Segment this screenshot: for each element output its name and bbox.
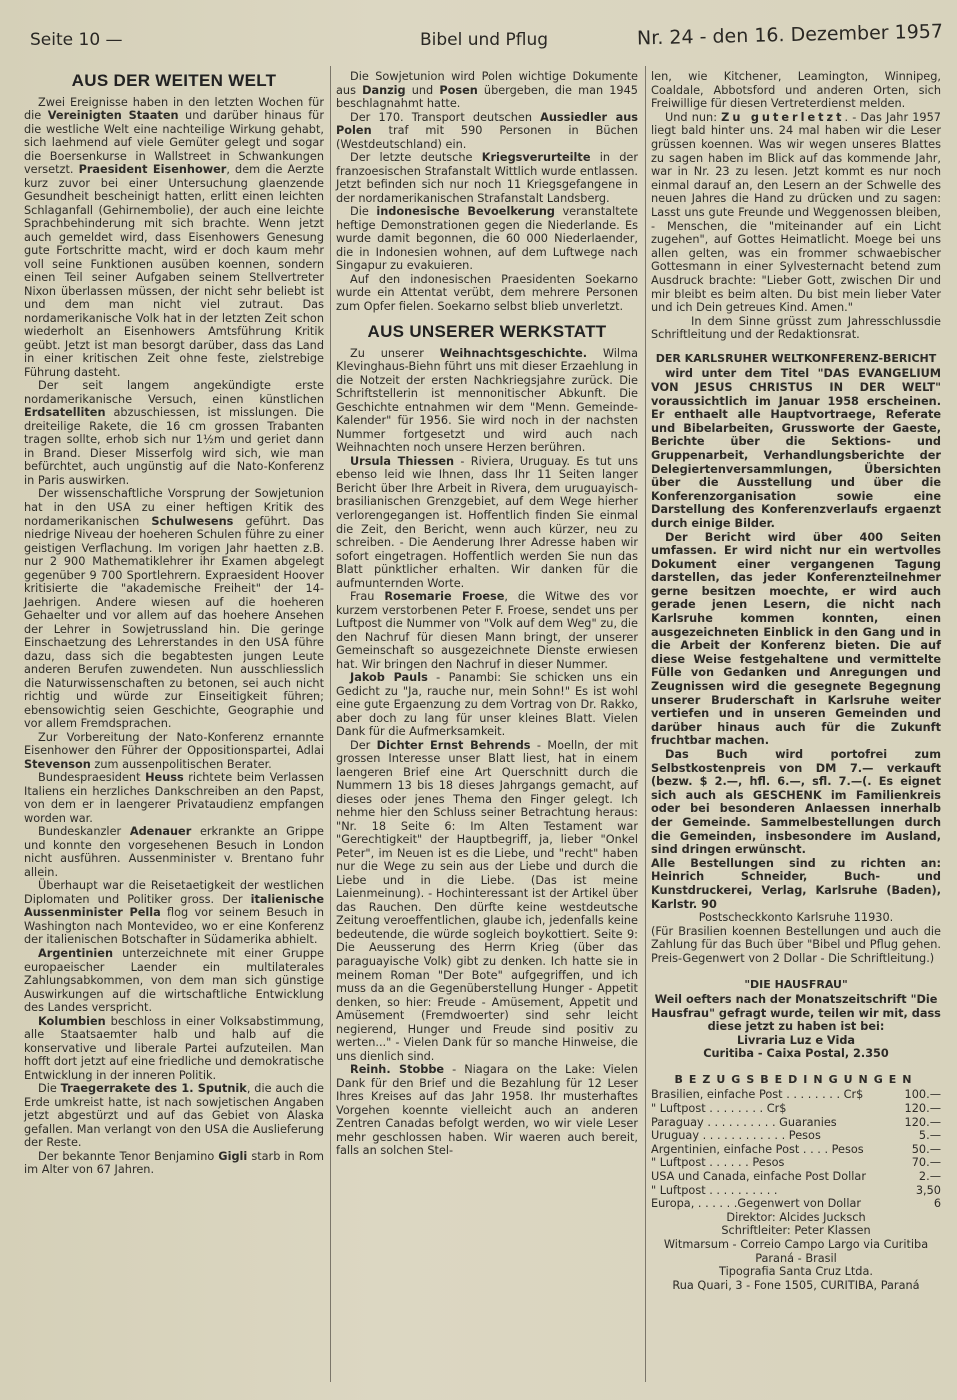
- rate-row: [651, 1197, 941, 1211]
- article-paragraph: [336, 151, 638, 205]
- bold-keyword: Vereinigten Staaten: [47, 109, 179, 123]
- article-paragraph: [24, 487, 324, 730]
- bold-keyword: Stevenson: [24, 757, 91, 771]
- rate-value: 120.—: [904, 1115, 941, 1129]
- bold-keyword: Ursula Thiessen: [350, 454, 455, 468]
- rate-value: 5.—: [918, 1129, 941, 1143]
- bold-keyword: Gigli: [218, 1149, 248, 1163]
- article-paragraph: [24, 771, 324, 825]
- rate-row: [651, 1116, 941, 1130]
- text-run: Die: [38, 1082, 61, 1096]
- bold-keyword: italienische Aussenminister Pella: [24, 892, 324, 920]
- bookstore-address: Curitiba - Caixa Postal, 2.350: [703, 1047, 889, 1061]
- imprint-line: Witmarsum - Correio Campo Largo via Curitiba: [663, 1238, 929, 1251]
- rate-label: " Luftpost . . . . . . . . Cr$: [651, 1102, 787, 1116]
- article-paragraph: [336, 739, 638, 1063]
- bookstore-name: Livraria Luz e Vida: [736, 1033, 856, 1047]
- article-paragraph: [336, 111, 638, 152]
- column-1: [24, 62, 324, 1177]
- bold-keyword: Praesident Eisenhower: [78, 163, 227, 177]
- column-divider-2: [645, 66, 646, 1382]
- text-run: traf mit 590 Personen in Büchen (Westdeutschland) ein.: [336, 124, 638, 151]
- rate-row: [651, 1184, 941, 1198]
- rate-value: 70.—: [911, 1156, 941, 1170]
- bold-keyword: Adenauer: [129, 825, 192, 839]
- page-header: [0, 20, 957, 60]
- closing-greeting: In dem Sinne grüsst zum Jahresschlussdie Schriftleitung und der Redaktionsrat.: [651, 314, 941, 342]
- bold-keyword: Argentinien: [38, 947, 113, 960]
- bold-keyword: Traegerrakete des 1. Sputnik: [60, 1082, 247, 1096]
- article-paragraph: [336, 205, 638, 273]
- karlsruhe-paragraph: wird unter dem Titel "DAS EVANGELIUM VON JESUS CHRISTUS IN DER WELT" voraussichtlich im Januar 1958 erscheinen. Er enthaelt alle Hauptvortraege, Referate und Bibelarbeiten, Grussworte der Gaeste, Berichte über die Sektions- und Gruppenarbeit, Verhandlungsberichte der Delegiertenversammlungen, Übersichten über die Ausstellung und über die Konferenzorganisation sowie eine Darstellung des Konferenzverlaufs ergaenzt durch einige Bilder.: [651, 367, 941, 530]
- hausfrau-text: Weil oefters nach der Monatszeitschrift "Die Hausfrau" gefragt wurde, teilen wir mit, dass diese jetzt zu haben ist bei:: [651, 993, 941, 1034]
- article-paragraph: [24, 825, 324, 879]
- newspaper-title: Bibel und Pflug: [420, 30, 549, 50]
- rate-row: [651, 1129, 941, 1143]
- article-paragraph: [336, 590, 638, 671]
- rate-label: USA und Canada, einfache Post Dollar: [651, 1170, 866, 1184]
- bold-keyword: Kolumbien: [38, 1014, 106, 1028]
- bold-keyword: Schulwesens: [151, 514, 234, 528]
- page-number: Seite 10 —: [30, 30, 123, 50]
- text-run: Der seit langem angekündigte erste nordamerikanische Versuch, einen künstlichen: [24, 379, 324, 406]
- article-paragraph: [336, 1063, 638, 1158]
- section-heading-weite-welt: AUS DER WEITEN WELT: [71, 71, 277, 90]
- text-run: , dem die Aerzte kurz zuvor bei einer Untersuchung glaenzende Gesundheit bescheinigt hatten, erlitt einen leichten Schlaganfall (Gehirnembolie), der auch eine leichte Sprachbehinderung mit sich brachte. Wenn jetzt auch gemeldet wird, dass Eisenhowers Genesung gute Fortschritte macht, wird er doch kaum mehr voll seine Funktionen ausüben koennen, sondern einen Teil seiner Aufgaben seinem Stellvertreter Nixon überlassen müssen, der nicht sehr beliebt ist und dem man nicht viel zutraut. Das nordamerikanische Volk hat in der letzten Zeit schon wiederholt an Eisenhowers Amtsführung Kritik geübt. Jetzt ist man besorgt darüber, dass das Land in einer kritischen Zeit ohne feste, zielstrebige Führung dasteht.: [24, 163, 324, 379]
- text-run: in der franzoesischen Strafanstalt Wittlich wurde entlassen. Jetzt befinden sich nur noch 11 Kriegsgefangene in der nordamerikanischen Strafanstalt Landsberg.: [336, 151, 639, 205]
- rate-row: [651, 1143, 941, 1157]
- brazil-note: (Für Brasilien koennen Bestellungen und auch die Zahlung für das Buch über "Bibel und Pflug gehen. Preis-Gegenwert von 2 Dollar - Die Schriftleitung.): [651, 924, 941, 965]
- karlsruhe-address: Alle Bestellungen sind zu richten an: Heinrich Schneider, Buch- und Kunstdruckerei, Verlag, Karlsruhe (Baden), Karlstr. 90: [651, 856, 941, 911]
- imprint-line: Tipografia Santa Cruz Ltda.: [719, 1265, 873, 1279]
- rate-row: [651, 1088, 941, 1102]
- rate-label: " Luftpost . . . . . . . . . .: [651, 1183, 778, 1197]
- text-run: Der: [350, 738, 377, 752]
- hausfrau-heading: "DIE HAUSFRAU": [744, 977, 848, 991]
- imprint-line: Direktor: Alcides Jucksch: [726, 1210, 866, 1224]
- bold-keyword: Aussiedler aus Polen: [336, 110, 638, 138]
- section-heading-werkstatt: AUS UNSERER WERKSTATT: [367, 322, 607, 342]
- rate-value: 6: [933, 1197, 941, 1211]
- rate-value: 3,50: [915, 1183, 941, 1197]
- bold-keyword: Posen: [439, 83, 478, 97]
- text-run: Wilma Klevinghaus-Biehn führt uns mit dieser Erzaehlung in die Notzeit der ersten Nachkriegsjahre zurück. Die Schriftstellerin ist mennonitischer Abkunft. Die Geschichte entnahmen wir dem "Menn. Gemeinde-Kalender" für 1956. Sie wird noch in der nachsten Nummer fortgesetzt und wird auch nach Weihnachten noch unsere Herzen berühren.: [336, 346, 638, 455]
- rate-label: " Luftpost . . . . . . Pesos: [651, 1156, 785, 1170]
- article-paragraph: [336, 70, 638, 111]
- article-paragraph: [24, 96, 324, 380]
- text-run: Die Sowjetunion wird Polen wichtige Dokumente aus: [336, 70, 638, 97]
- article-paragraph: [336, 347, 638, 455]
- text-run: übergeben, die man 1945 beschlagnahmt hatte.: [336, 83, 638, 111]
- text-run: und: [405, 83, 440, 97]
- postal-account: Postscheckkonto Karlsruhe 11930.: [698, 911, 894, 925]
- article-paragraph: [24, 1150, 324, 1177]
- text-run: flog vor seinem Besuch in Washington nach Montevideo, wo er eine Konferenz der italienischen Botschafter in Südamerika abhielt.: [24, 906, 324, 947]
- karlsruhe-paragraph: Der Bericht wird über 400 Seiten umfassen. Er wird nicht nur ein wertvolles Dokument einer vergangenen Tagung darstellen, das jeder Konferenzteilnehmer gerne besitzen moechte, er wird auch gerade jenen Lesern, die nicht nach Karlsruhe kommen konnten, einen ausgezeichneten Einblick in den Gang und in die Arbeit der Konferenz bieten. Die auf diese Weise festgehaltene und vermittelte Fülle von Gedanken und Anregungen und Zeugnissen wird die gesegnete Begegnung unserer Bruderschaft in Karlsruhe weiter vertiefen und in unseren Gemeinden und darüber hinaus auch für die Zukunft fruchtbar machen.: [651, 530, 941, 748]
- bold-keyword: Erdsatelliten: [24, 406, 106, 420]
- rate-label: Argentinien, einfache Post . . . . Pesos: [651, 1142, 864, 1156]
- text-run: Zu unserer: [350, 346, 440, 360]
- text-run: - Riviera, Uruguay. Es tut uns ebenso leid wie Ihnen, dass Ihr 11 Seiten langer Bericht über Ihre Arbeit in Rivera, dem uruguayisch-brasilianischen Grenzgebiet, auf dem Wege hierher verlorengegangen ist. Hoffentlich finden Sie einmal die Zeit, den Bericht, wenn auch kürzer, neu zu schreiben. - Die Aenderung Ihrer Adresse haben wir sofort eingetragen. Hoffentlich werden Sie nun das Blatt pünktlicher erhalten. Wir danken für die aufmunternden Worte.: [336, 454, 638, 590]
- bold-keyword: Danzig: [362, 83, 406, 97]
- rate-label: Paraguay . . . . . . . . . . Guaranies: [651, 1115, 837, 1129]
- text-run: unterzeichnete mit einer Gruppe europaeischer Laender ein multilaterales Zahlungsabkommen, von dem man sich günstige Auswirkungen auf die wirtschaftliche Entwicklung des Landes verspricht.: [24, 947, 324, 1015]
- text-run: - Panambi: Sie schicken uns ein Gedicht zu "Ja, rauche nur, mein Sohn!" Es ist wohl eine gute Ergaenzung zu dem Vortrag von Dr. Rakko, aber doch zu lang für unser kleines Blatt. Vielen Dank für die Aufmerksamkeit.: [336, 671, 639, 739]
- subscription-rates: [651, 1088, 941, 1210]
- text-run: - Moelln, der mit grossen Interesse unser Blatt liest, hat in einem laengeren Brief eine Art Querschnitt durch die Nummern 13 bis 18 dieses Jahrgangs gemacht, auf dieses oder jenes Thema den Finger gelegt. Ich nehme hier den Schluss seiner Betrachtung heraus: "Nr. 18 Seite 6: Im Alten Testament war "Gerechtigkeit" der Hauptbegriff, ja, lieber "Onkel Peter", im Neuen ist es die Liebe, und "recht" haben nur die Wege zu sein aus der Liebe und durch die Liebe und in die Liebe. (Das ist meine Laienmeinung). - Hochinteressant ist der Artikel über das Rauchen. Den dürfte keine westdeutsche Zeitung veroeffentlichen, glaube ich, jedenfalls keine bedeutende, die würde sogleich boykottiert. Seite 9: Die Aeusserung des Herrn Krieg (über das paraguayische Volk) gibt zu denken. Ich hatte sie in meinem Roman "Der Bote" aufgegriffen, und ich muss da an die Gegenüberstellung Hunger - Appetit denken, so hier: Freude - Amüsement, Appetit und Amüsement (Fremdwoerter) sind sehr leicht negierend, Hunger und Freude sind positiv zu werten..." - Vielen Dank für so manche Hinweise, die uns dienlich sind.: [336, 738, 639, 1063]
- text-run: richtete beim Verlassen Italiens ein herzliches Dankschreiben an den Papst, von dem er in laengerer Privataudienz empfangen worden war.: [24, 771, 325, 825]
- article-paragraph: [336, 671, 638, 739]
- text-run: veranstaltete heftige Demonstrationen gegen die Niederlande. Es wurde damit begonnen, die 60 000 Niederlaender, die in Indonesien wohnen, auf dem Luftwege nach Singapur zu evakuieren.: [336, 205, 638, 273]
- text-span: . - Das Jahr 1957 liegt bald hinter uns. 24 mal haben wir die Leser grüssen koennen. Was wir wegen unseres Blattes zu sagen haben im Blick auf das kommende Jahr, war in Nr. 23 zu lesen. Jetzt kommt es nur noch einmal darauf an, den Lesern an der Schwelle des neuen Jahres die Hand zu drücken und zu sagen: Lasst uns gute Freunde und Weggenossen bleiben, - Menschen, die "miteinander auf ein Licht zugehen", auf Gottes Heimatlicht. Moege bei uns allen gelten, was ein frommer schwaebischer Gottesmann in einer Sylvesternacht betend zum Ausdruck brachte: "Lieber Gott, zwischen Dir und mir bleibt es beim alten. Du bist mein lieber Vater und ich Dein getreues Kind. Amen.": [651, 110, 941, 315]
- text-run: , die Witwe des vor kurzem verstorbenen Peter F. Froese, sendet uns per Luftpost die Nummer von "Volk auf dem Weg" zu, die den Nachruf für diesen Mann bringt, der unserer Gemeinschaft so ausgezeichnete Dienste erwiesen hat. Wir bringen den Nachruf in dieser Nummer.: [336, 590, 638, 671]
- text-run: und darüber hinaus für die westliche Welt eine nachteilige Wirkung gehabt, sich laehmend auf viele Gemüter gelegt und sogar die Boersenkurse in Wallstreet in Schwankungen versetzt.: [24, 109, 324, 177]
- text-run: Die: [350, 205, 377, 219]
- text-run: Auf den indonesischen Praesidenten Soekarno wurde ein Attentat verübt, dem mehrere Personen zum Opfer fielen. Soekarno selbst blieb unverletzt.: [336, 272, 638, 313]
- imprint-line: Paraná - Brasil: [755, 1251, 837, 1265]
- article-paragraph: [24, 879, 324, 947]
- article-paragraph: [336, 273, 638, 314]
- text-run: - Niagara on the Lake: Vielen Dank für den Brief und die Bezahlung für 12 Leser Ihres Kreises auf das Jahr 1958. Ihr musterhaftes Vorgehen koennte vielleicht auch an anderen Zentren Canadas befolgt werden, wo wir viele Leser mehr geschlossen haben. Wir waeren auch bereit, falls an solchen Stel-: [336, 1063, 638, 1158]
- article-paragraph: [651, 111, 941, 315]
- article-paragraph: [24, 1082, 324, 1150]
- article-paragraph: [24, 947, 324, 1015]
- karlsruhe-paragraph: Das Buch wird portofrei zum Selbstkostenpreis von DM 7.— verkauft (bezw. $ 2.—, hfl. 6.—, sfl. 7.—(. Es eignet sich auch als GESCHENK im Familienkreis oder bei besonderen Anlaessen innerhalb der Gemeinde. Sammelbestellungen durch die Gemeinden, insbesondere im Ausland, sind dringen erwünscht.: [651, 748, 941, 857]
- rate-label: Uruguay . . . . . . . . . . . . Pesos: [651, 1129, 821, 1143]
- subscription-heading: BEZUGSBEDINGUNGEN: [674, 1072, 918, 1086]
- text-run: Bundeskanzler: [38, 825, 130, 839]
- rate-value: 120.—: [904, 1102, 941, 1116]
- text-run: starb in Rom im Alter von 67 Jahren.: [24, 1149, 324, 1177]
- bold-keyword: Reinh. Stobbe: [350, 1063, 445, 1077]
- text-run: Der letzte deutsche: [350, 151, 482, 165]
- imprint-line: Schriftleiter: Peter Klassen: [721, 1224, 871, 1238]
- text-run: Zwei Ereignisse haben in den letzten Wochen für die: [24, 95, 324, 123]
- text-run: geführt. Das niedrige Niveau der hoeheren Schulen führe zu einer geistigen Verflachung. Im vorigen Jahr haetten z.B. nur 2 900 Mathematiklehrer ihr Examen abgelegt gegenüber 9 700 Sportlehrern. Expraesident Hoover kritisierte die "akademische Freiheit" der 14-Jaehrigen. Andere wiesen auf die hoeheren Gehaelter und vor allem auf das hoehere Ansehen der Lehrer in Sowjetrussland hin. Die geringe Einschaetzung des Lehrerstandes in den USA führe dazu, dass sich die begabtesten jungen Leute anderen Berufen zuwendeten. Nun ausschliesslich die Naturwissenschaften zu betonen, sei auch nicht richtig und würde zur Einseitigkeit führen; ebensowichtig seien Geschichte, Geographie und vor allem Fremdsprachen.: [24, 514, 324, 731]
- text-run: , die auch die Erde umkreist hatte, ist nach sowjetischen Angaben jetzt abgestürzt und auf das Gebiet von Alaska gefallen. Man verlangt von den USA die Auslieferung der Reste.: [24, 1082, 324, 1150]
- article-paragraph: len, wie Kitchener, Leamington, Winnipeg, Coaldale, Abbotsford und anderen Orten, sich Freiwillige für diesen Vertreterdienst melden.: [651, 70, 941, 111]
- rate-value: 100.—: [904, 1088, 941, 1102]
- text-run: Der bekannte Tenor Benjamino: [38, 1149, 219, 1163]
- text-run: Bundespraesident: [38, 771, 146, 785]
- rate-row: [651, 1170, 941, 1184]
- bold-keyword: Kriegsverurteilte: [481, 151, 591, 165]
- karlsruhe-report-heading: DER KARLSRUHER WELTKONFERENZ-BERICHT: [655, 351, 937, 365]
- article-paragraph: [24, 379, 324, 487]
- text-run: erkrankte an Grippe und konnte den vorgesehenen Besuch in London nicht ausführen. Aussenminister v. Brentano fuhr allein.: [24, 825, 324, 879]
- imprint-line: Rua Quari, 3 - Fone 1505, CURITIBA, Paraná: [672, 1278, 920, 1292]
- column-3: [651, 70, 941, 1292]
- text-run: Der 170. Transport deutschen: [350, 110, 541, 124]
- text-run: Zur Vorbereitung der Nato-Konferenz ernannte Eisenhower den Führer der Oppositionspartei, Adlai: [24, 730, 324, 758]
- text-run: abzuschiessen, ist misslungen. Die dreiteilige Rakete, die 16 cm grossen Trabanten tragen sollte, erhob sich nur 1½m und geriet dann in Brand. Dieser Misserfolg wird sich, wie man befürchtet, auch ungünstig auf die Nato-Konferenz in Paris auswirken.: [24, 406, 324, 487]
- bold-keyword: Jakob Pauls: [350, 671, 428, 685]
- text-run: zum aussenpolitischen Berater.: [90, 757, 272, 771]
- text-run: Der wissenschaftliche Vorsprung der Sowjetunion hat in den USA zu einer heftigen Kritik des nordamerikanischen: [24, 487, 324, 528]
- issue-date: Nr. 24 - den 16. Dezember 1957: [636, 20, 944, 50]
- text-run: Frau: [350, 590, 385, 604]
- article-paragraph: [24, 1015, 324, 1083]
- bold-keyword: Weihnachtsgeschichte.: [439, 346, 588, 360]
- rate-label: Brasilien, einfache Post . . . . . . . . Cr$: [651, 1088, 864, 1102]
- bold-keyword: Rosemarie Froese: [384, 590, 505, 604]
- article-paragraph: [336, 455, 638, 590]
- rate-row: [651, 1102, 941, 1116]
- rate-value: 2.—: [918, 1170, 941, 1184]
- bold-keyword: Dichter Ernst Behrends: [376, 738, 531, 752]
- column-2: [336, 70, 638, 1158]
- text-run: Überhaupt war die Reisetaetigkeit der westlichen Diplomaten und Politiker gross. Der: [24, 879, 324, 906]
- rate-label: Europa, . . . . . .Gegenwert von Dollar: [651, 1197, 862, 1211]
- text-span: Und nun:: [665, 110, 722, 124]
- rate-value: 50.—: [911, 1142, 941, 1156]
- bold-keyword: indonesische Bevoelkerung: [376, 205, 555, 219]
- rate-row: [651, 1156, 941, 1170]
- bold-keyword: Heuss: [145, 771, 184, 785]
- text-run: beschloss in einer Volksabstimmung, alle Staatsaemter halb und halb auf die konservative und liberale Partei aufzuteilen. Man hofft dort jetzt auf eine friedliche und demokratische Entwicklung in der inneren Politik.: [24, 1014, 324, 1082]
- column-divider-1: [330, 66, 331, 1382]
- emphasis-text: Zu guterletzt: [721, 110, 845, 124]
- article-paragraph: [24, 731, 324, 772]
